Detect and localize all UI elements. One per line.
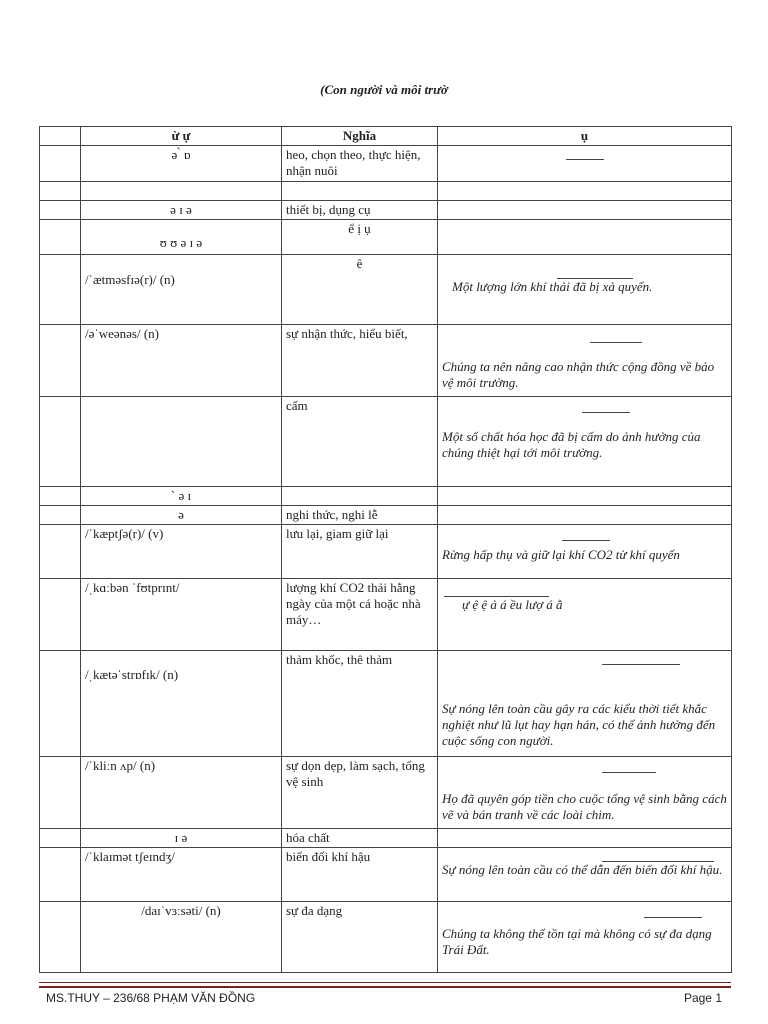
row-number [40,902,81,973]
example-cell [438,525,732,579]
page-number: Page 1 [683,991,722,1005]
row-number [40,182,81,201]
meaning-cell: ê [282,255,438,325]
example-text: Một số chất hóa học đã bị cấm do ảnh hưởng của chúng thiệt hại tới môi trường. [442,429,701,460]
word-cell: /ˈætməsfɪə(r)/ (n) [81,255,282,325]
example-cell [438,848,732,902]
vocabulary-table [39,126,732,973]
page-title: (Con người và môi trườ [320,82,448,97]
table-row [40,397,732,487]
word-cell [81,397,282,487]
meaning-cell: thiết bị, dụng cụ [282,201,438,220]
meaning-cell: heo, chọn theo, thực hiện, nhận nuôi [282,146,438,182]
row-number [40,848,81,902]
header-word: ừ ự [81,127,282,146]
header-number [40,127,81,146]
example-cell [438,757,732,829]
example-cell [438,487,732,506]
row-number [40,579,81,651]
row-number [40,220,81,255]
word-text: ʊ ʊ ə ɪ ə [159,235,203,250]
example-cell [438,325,732,397]
meaning-cell: biến đổi khí hậu [282,848,438,902]
example-text: Chúng ta nên nâng cao nhận thức cộng đồng về bảo vệ môi trường. [442,359,715,390]
meaning-cell: thảm khốc, thê thảm [282,651,438,757]
footer-rule [39,982,731,988]
meaning-cell: nghi thức, nghi lễ [282,506,438,525]
table-row [40,201,732,220]
table-row [40,579,732,651]
word-cell [81,220,282,255]
table-row [40,220,732,255]
meaning-cell: hóa chất [282,829,438,848]
row-number [40,651,81,757]
meaning-cell: cấm [282,397,438,487]
row-number [40,146,81,182]
word-cell: /ˌkætəˈstrɒfɪk/ (n) [81,651,282,757]
footer-author: MS.THUY – 236/68 PHẠM VĂN ĐỒNG [46,991,256,1005]
row-number [40,525,81,579]
word-cell [81,182,282,201]
row-number [40,255,81,325]
example-cell [438,506,732,525]
table-row [40,146,732,182]
example-cell [438,255,732,325]
table-header-row [40,127,732,146]
table-row [40,325,732,397]
row-number [40,397,81,487]
meaning-cell: lượng khí CO2 thải hằng ngày của một cá hoặc nhà máy… [282,579,438,651]
word-cell: ə [81,506,282,525]
word-cell: ə ɪ ə [81,201,282,220]
table-row [40,255,732,325]
word-cell: /ˌkɑːbən ˈfʊtprɪnt/ [81,579,282,651]
example-text: Rừng hấp thụ và giữ lại khí CO2 từ khí quyển [442,547,680,562]
header-meaning: Nghĩa [282,127,438,146]
row-number [40,325,81,397]
table-row [40,848,732,902]
word-cell: /ˈkæptʃə(r)/ (v) [81,525,282,579]
table-row [40,757,732,829]
table-row [40,506,732,525]
table-row [40,651,732,757]
example-cell [438,146,732,182]
example-cell [438,651,732,757]
header-example: ụ [438,127,732,146]
example-cell [438,902,732,973]
word-cell: ɪ ə [81,829,282,848]
meaning-cell: ể ị ụ [282,220,438,255]
example-cell [438,182,732,201]
example-cell [438,829,732,848]
example-text: Sự nóng lên toàn cầu gây ra các kiểu thời tiết khắc nghiệt như lũ lụt hay hạn hán, có thể ảnh hưởng đến cuộc sống con người. [442,701,716,748]
example-text: Chúng ta không thể tồn tại mà không có sự đa dạng Trái Đất. [442,926,712,957]
row-number [40,487,81,506]
meaning-cell: sự đa dạng [282,902,438,973]
example-text: Một lượng lớn khí thải đã bị xả quyển. [452,279,653,294]
meaning-cell [282,182,438,201]
word-cell: ˋ ə ɪ [81,487,282,506]
table-row [40,182,732,201]
table-row [40,902,732,973]
table-row [40,525,732,579]
example-cell [438,579,732,651]
word-cell: /əˈweənəs/ (n) [81,325,282,397]
row-number [40,506,81,525]
row-number [40,201,81,220]
meaning-cell: lưu lại, giam giữ lại [282,525,438,579]
example-cell [438,397,732,487]
meaning-cell [282,487,438,506]
word-cell: /ˈkliːn ʌp/ (n) [81,757,282,829]
word-cell: /daɪˈvɜːsəti/ (n) [81,902,282,973]
example-text: Họ đã quyên góp tiền cho cuộc tổng vệ sinh bằng cách vẽ và bán tranh về các loài chim. [442,791,727,822]
example-cell [438,220,732,255]
word-cell: /ˈklaɪmət tʃeɪndʒ/ [81,848,282,902]
meaning-cell: sự dọn dẹp, làm sạch, tổng vệ sinh [282,757,438,829]
row-number [40,757,81,829]
row-number [40,829,81,848]
example-text: ự ệ ệ ả á ều lượ á ằ [462,597,563,612]
meaning-cell: sự nhận thức, hiểu biết, [282,325,438,397]
table-row [40,829,732,848]
table-row [40,487,732,506]
example-text: Sự nóng lên toàn cầu có thể dẫn đến biến đổi khí hậu. [442,862,723,877]
example-cell [438,201,732,220]
word-cell: ə ̀ ɒ [81,146,282,182]
